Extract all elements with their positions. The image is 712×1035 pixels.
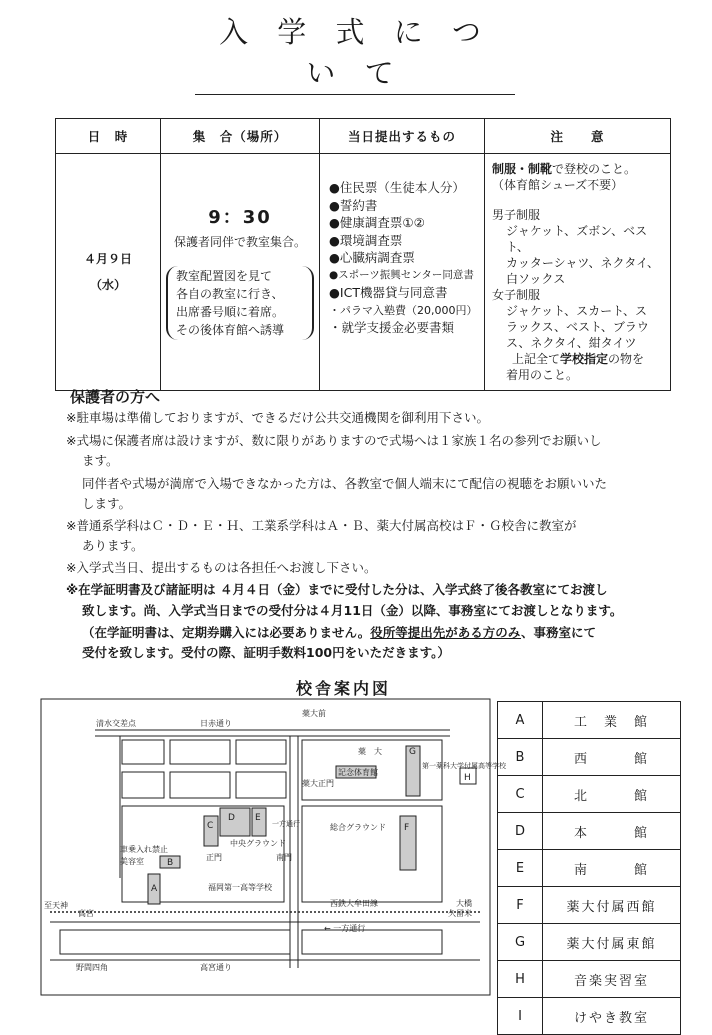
map-label: 正門 xyxy=(206,853,222,862)
map-label: 日赤通り xyxy=(200,719,232,728)
schedule-row xyxy=(56,154,671,391)
map-label: 大橋 xyxy=(456,899,472,908)
legend-row xyxy=(498,998,681,1035)
building-label: C xyxy=(207,821,214,831)
boys-heading: 男子制服 xyxy=(492,208,541,222)
legend-key: D xyxy=(498,813,543,850)
legend-key: A xyxy=(498,702,543,739)
map-label: 薬大前 xyxy=(302,709,326,718)
map-label: 至天神 xyxy=(44,901,68,910)
building-label: D xyxy=(228,813,235,823)
instruction-line: 各自の教室に行き、 xyxy=(176,287,284,301)
list-item: ●環境調査票 xyxy=(329,232,403,248)
designated-line2: 着用のこと。 xyxy=(506,368,579,382)
building-d xyxy=(220,808,250,836)
map-label: 野間四角 xyxy=(76,963,108,972)
girls-item: ス、ネクタイ、紺タイツ xyxy=(506,336,637,350)
legend-name: 薬大付属東館 xyxy=(543,924,681,961)
list-item: ●住民票（生徒本人分） xyxy=(329,180,465,195)
cert-note-underlined: 役所等提出先がある方のみ xyxy=(370,625,522,640)
legend-row xyxy=(498,961,681,998)
map-label: 第一薬科大学付属高等学校 xyxy=(422,762,506,770)
list-item: ・パラマ入塾費（20,000円） xyxy=(329,303,478,317)
legend-row xyxy=(498,776,681,813)
legend-name: 本 館 xyxy=(543,813,681,850)
instruction-line: その後体育館へ誘導 xyxy=(176,323,285,337)
list-item: ●ICT機器貸与同意書 xyxy=(329,285,448,300)
legend-key: C xyxy=(498,776,543,813)
map-label: 久留米 xyxy=(448,909,472,918)
header-notes: 注 意 xyxy=(485,119,671,154)
guardian-note: 致します。尚、入学式当日までの受付分は４月11日（金）以降、事務室にてお渡しとなります。 xyxy=(82,603,623,618)
notes-block xyxy=(486,155,669,389)
guardian-note: あります。 xyxy=(82,538,144,553)
map-label: 記念体育館 xyxy=(338,768,378,777)
map-label: 薬大正門 xyxy=(302,779,334,788)
boys-item: ジャケット、ズボン、ベスト、 xyxy=(506,224,648,254)
map-label: ← 一方通行 xyxy=(324,924,366,933)
girls-item: ラックス、ベスト、ブラウ xyxy=(506,320,649,334)
building-label: H xyxy=(464,773,471,783)
guardian-note: ※式場に保護者席は設けますが、数に限りがありますので式場へは１家族１名の参列でお願いし xyxy=(66,433,602,448)
list-item: ●誓約書 xyxy=(329,197,378,213)
legend-key: G xyxy=(498,924,543,961)
building-label: A xyxy=(151,884,158,894)
uniform-text: で登校のこと。 xyxy=(552,162,637,176)
legend-name: 南 館 xyxy=(543,850,681,887)
header-date: 日 時 xyxy=(56,119,161,154)
guardians-heading: 保護者の方へ xyxy=(70,388,161,406)
guardian-note: 同伴者や式場が満席で入場できなかった方は、各教室で個人端末にて配信の視聴をお願いいた xyxy=(82,476,608,491)
list-item: ・就学支援金必要書類 xyxy=(329,320,455,335)
guardian-note: ます。 xyxy=(82,453,119,468)
legend-key: B xyxy=(498,739,543,776)
girls-item: ジャケット、スカート、ス xyxy=(506,304,648,318)
guardian-note: 受付を致します。受付の際、証明手数料100円をいただきます。） xyxy=(82,645,450,660)
building-label: F xyxy=(404,823,410,833)
legend-key: E xyxy=(498,850,543,887)
legend-row xyxy=(498,813,681,850)
items-list xyxy=(321,155,483,343)
schedule-header-row xyxy=(56,119,671,154)
instruction-line: 教室配置図を見て xyxy=(176,269,273,283)
cert-note-post: 、事務室にて xyxy=(521,625,597,640)
weekday-text: （水） xyxy=(89,278,126,292)
designated-bold: 学校指定 xyxy=(560,352,609,366)
designated-post: の物を xyxy=(608,352,645,366)
map-label: 美容室 xyxy=(120,857,144,866)
legend-row xyxy=(498,739,681,776)
designated-pre: 上記全て xyxy=(512,352,561,366)
girls-heading: 女子制服 xyxy=(492,288,541,302)
list-item: ●健康調査票①② xyxy=(329,215,425,230)
list-item: ●心臓病調査票 xyxy=(329,250,415,265)
legend-name: けやき教室 xyxy=(543,998,681,1035)
gather-note: 保護者同伴で教室集合。 xyxy=(173,235,306,249)
map-label: 清水交差点 xyxy=(96,719,136,728)
map-label: 福岡第一高等学校 xyxy=(208,883,272,892)
guardian-note: ※普通系学科はＣ・Ｄ・Ｅ・Ｈ、工業系学科はＡ・Ｂ、薬大付属高校はＦ・Ｇ校舎に教室が xyxy=(66,518,577,533)
building-label: E xyxy=(255,813,261,823)
legend-row xyxy=(498,850,681,887)
legend-key: H xyxy=(498,961,543,998)
map-label: 南門 xyxy=(276,853,292,862)
map-label: 一方通行 xyxy=(272,820,300,828)
page-title: 入 学 式 に つ い て xyxy=(195,10,515,95)
building-legend xyxy=(497,701,681,1035)
map-label: 西鉄大牟田線 xyxy=(330,899,378,908)
legend-name: 西 館 xyxy=(543,739,681,776)
legend-name: 北 館 xyxy=(543,776,681,813)
building-label: B xyxy=(167,858,174,868)
boys-item: カッターシャツ、ネクタイ、 xyxy=(506,256,660,270)
shoes-note: （体育館シューズ不要） xyxy=(492,178,624,192)
guardian-note xyxy=(66,623,680,642)
guardian-note: ※入学式当日、提出するものは各担任へお渡し下さい。 xyxy=(66,560,377,575)
uniform-bold: 制服・制靴 xyxy=(492,162,553,176)
legend-name: 薬大付属西館 xyxy=(543,887,681,924)
map-label: 薬 大 xyxy=(358,747,382,756)
time-text: 9：30 xyxy=(208,207,272,228)
list-item: ●スポーツ振興センター同意書 xyxy=(329,268,474,281)
map-label: 高宮通り xyxy=(200,963,232,972)
schedule-table xyxy=(55,118,671,391)
gather-cell xyxy=(161,154,320,391)
campus-map xyxy=(40,698,506,998)
guardian-note: します。 xyxy=(82,496,132,511)
legend-name: 音楽実習室 xyxy=(543,961,681,998)
legend-name: 工 業 館 xyxy=(543,702,681,739)
date-text: ４月９日 xyxy=(83,252,132,266)
map-label: 高宮 xyxy=(78,909,94,918)
map-title: 校舎案内図 xyxy=(296,679,392,698)
legend-key: F xyxy=(498,887,543,924)
map-label: 総合グラウンド xyxy=(330,823,386,832)
building-label: G xyxy=(409,747,416,757)
map-label: 中央グラウンド xyxy=(230,839,286,848)
guardian-note: ※在学証明書及び諸証明は ４月４日（金）までに受付した分は、入学式終了後各教室にてお渡し xyxy=(66,582,608,597)
legend-row xyxy=(498,924,681,961)
gather-instructions xyxy=(166,266,314,340)
header-items: 当日提出するもの xyxy=(320,119,485,154)
boys-item: 白ソックス xyxy=(506,272,566,286)
map-label: 車乗入れ禁止 xyxy=(120,845,168,854)
legend-row xyxy=(498,702,681,739)
legend-key: I xyxy=(498,998,543,1035)
legend-row xyxy=(498,887,681,924)
instruction-line: 出席番号順に着席。 xyxy=(176,305,285,319)
cert-note-pre: （在学証明書は、定期券購入には必要ありません。 xyxy=(82,625,371,640)
notes-cell xyxy=(485,154,671,391)
date-cell xyxy=(56,154,161,391)
guardian-note: ※駐車場は準備しておりますが、できるだけ公共交通機関を御利用下さい。 xyxy=(66,410,489,425)
header-gather: 集 合（場所） xyxy=(161,119,320,154)
items-cell xyxy=(320,154,485,391)
